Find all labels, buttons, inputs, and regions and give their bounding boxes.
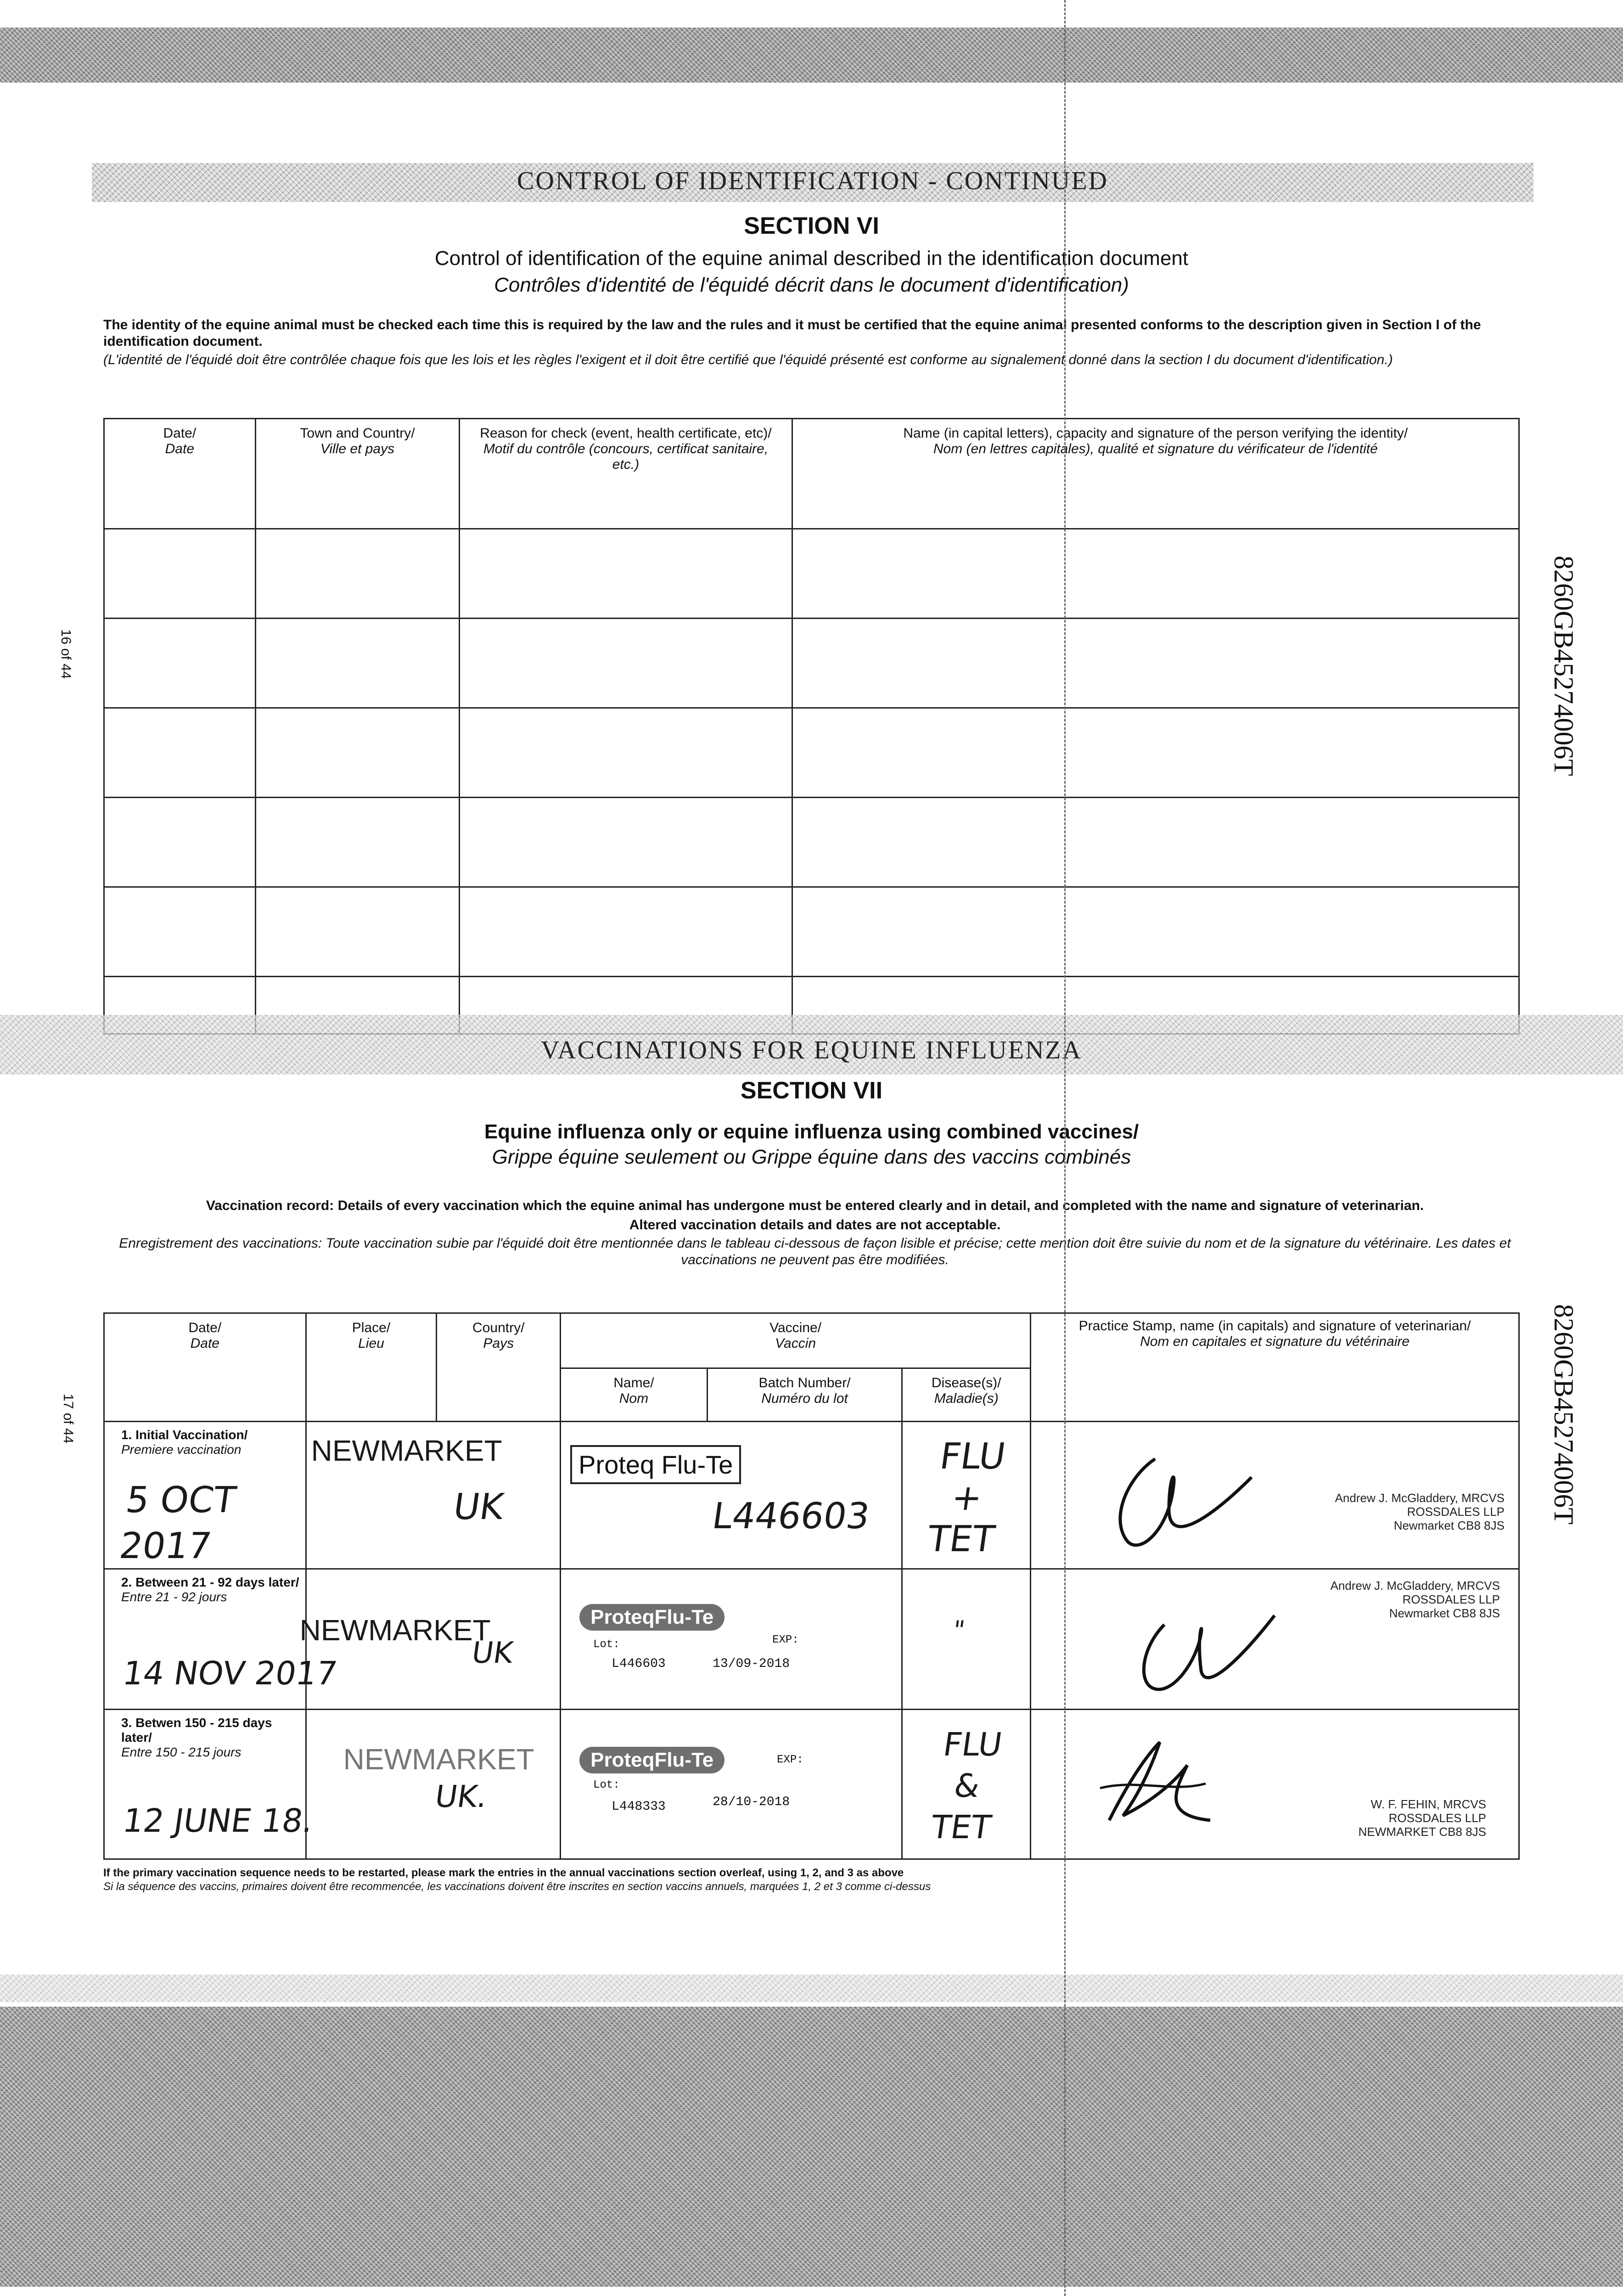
header-verifier: Name (in capital letters), capacity and signature of the person verifying the identity/ Nom (en lettres capitales), qualité et signature du vérificateur de l'identité (792, 419, 1519, 529)
table-row (104, 887, 1519, 977)
side-id-top: 8260GB45274006T (1549, 556, 1579, 776)
row3-disease-cell (902, 1709, 1031, 1859)
row3-place-country-cell (306, 1709, 560, 1859)
vaccination-row-1 (104, 1421, 1519, 1569)
row2-place-country-cell (299, 1569, 560, 1709)
vaccination-row-3 (104, 1709, 1519, 1859)
row3-vaccine-label: ProteqFlu-Te (579, 1747, 724, 1773)
section7-title: SECTION VII (740, 1077, 883, 1104)
row3-country: UK. (432, 1778, 489, 1814)
row1-stamp-cell (1031, 1421, 1519, 1569)
scan-band-top (0, 28, 1623, 83)
row1-country: UK (450, 1486, 506, 1528)
row3-vaccine-cell (561, 1709, 902, 1859)
section7-banner-text: VACCINATIONS FOR EQUINE INFLUENZA (540, 1036, 1083, 1064)
row2-place: NEWMARKET (299, 1613, 491, 1647)
row2-date: 14 NOV 2017 (120, 1654, 340, 1692)
row2-country: UK (469, 1636, 515, 1670)
section6-intro-fr: (L'identité de l'équidé doit être contrôlée chaque fois que les lois et les règles l'exigent et il doit être certifié que l'équidé présenté est conforme au signalement donné dans la section I du document d'identification.) (103, 352, 1393, 367)
row3-exp-label: EXP: (777, 1753, 803, 1766)
row3-place: NEWMARKET (343, 1742, 534, 1776)
footnote-en: If the primary vaccination sequence needs to be restarted, please mark the entries in the annual vaccinations section overleaf, using 1, 2, and 3 as above (103, 1867, 904, 1879)
section6-banner-text: CONTROL OF IDENTIFICATION - CONTINUED (517, 167, 1108, 195)
row3-date-cell: 3. Betwen 150 - 215 days later/ Entre 150 - 215 jours 12 JUNE 18. (104, 1709, 306, 1859)
header-date: Date/ Date (104, 419, 256, 529)
signature-mark (1100, 1450, 1265, 1555)
identity-check-table (103, 418, 1520, 1035)
row2-exp-label: EXP: (772, 1633, 799, 1646)
section7-record-en2: Altered vaccination details and dates are not acceptable. (629, 1217, 1001, 1232)
section6-title-fr: Contrôles d'identité de l'équidé décrit dans le document d'identification) (494, 274, 1129, 296)
row1-batch: L446603 (709, 1495, 872, 1537)
row3-disease: FLU & TET (929, 1725, 1005, 1846)
row2-disease: " (951, 1615, 967, 1644)
vac-header-country: Country/ Pays (437, 1313, 561, 1422)
row2-exp: 13/09-2018 (713, 1656, 790, 1671)
side-id-bottom: 8260GB45274006T (1549, 1304, 1579, 1525)
row3-lot-label: Lot: (593, 1778, 620, 1791)
row2-lot-label: Lot: (593, 1638, 620, 1651)
vaccination-row-2 (104, 1569, 1519, 1709)
row2-vaccine-cell (561, 1569, 902, 1709)
signature-mark (1082, 1728, 1219, 1834)
row1-vaccine-name: Proteq Flu-Te (570, 1445, 741, 1484)
scan-band-bottom (0, 2007, 1623, 2287)
row3-exp: 28/10-2018 (713, 1795, 790, 1809)
vaccination-table (103, 1312, 1520, 1860)
row2-disease-cell (902, 1569, 1031, 1709)
row2-vaccine-label: ProteqFlu-Te (579, 1604, 724, 1631)
row2-date-cell: 2. Between 21 - 92 days later/ Entre 21 - 92 jours 14 NOV 2017 (104, 1569, 306, 1709)
table-row (104, 708, 1519, 798)
row1-disease: FLU + TET (925, 1435, 1009, 1560)
header-reason: Reason for check (event, health certificate, etc)/ Motif du contrôle (concours, certificat sanitaire, etc.) (460, 419, 792, 529)
row1-disease-cell (902, 1421, 1031, 1569)
page-number-17: 17 of 44 (61, 1394, 76, 1444)
row1-place: NEWMARKET (311, 1434, 502, 1467)
row2-lot: L446603 (612, 1656, 666, 1671)
footnote-fr: Si la séquence des vaccins, primaires doivent être recommencée, les vaccinations doivent être inscrites en section vaccins annuels, marquées 1, 2 et 3 comme ci-dessus (103, 1880, 931, 1893)
header-town-country: Town and Country/ Ville et pays (255, 419, 460, 529)
row3-stamp: W. F. FEHIN, MRCVS ROSSDALES LLP NEWMARKET CB8 8JS (1358, 1797, 1486, 1839)
row3-lot: L448333 (612, 1799, 666, 1814)
fold-line (1064, 0, 1066, 2296)
section6-title-en: Control of identification of the equine animal described in the identification document (434, 247, 1189, 270)
table-row (104, 619, 1519, 708)
vac-header-batch: Batch Number/ Numéro du lot (707, 1368, 902, 1421)
vac-header-disease: Disease(s)/ Maladie(s) (902, 1368, 1031, 1421)
vac-header-name: Name/ Nom (561, 1368, 708, 1421)
table-row (104, 798, 1519, 887)
section7-title-fr: Grippe équine seulement ou Grippe équine dans des vaccins combinés (492, 1146, 1131, 1168)
row3-date: 12 JUNE 18. (120, 1801, 316, 1840)
section6-title: SECTION VI (744, 213, 879, 239)
row1-place-country-cell (306, 1421, 560, 1569)
row3-stamp-cell (1031, 1709, 1519, 1859)
row2-stamp-cell (1031, 1569, 1519, 1709)
page-number-16: 16 of 44 (58, 629, 73, 679)
vac-header-date: Date/ Date (104, 1313, 306, 1422)
section7-record-en: Vaccination record: Details of every vaccination which the equine animal has undergone must be entered clearly and in detail, and completed with the name and signature of veterinarian. (206, 1198, 1424, 1213)
table-row (104, 529, 1519, 619)
row1-date: 5 OCT 2017 (117, 1479, 239, 1567)
section7-title-en: Equine influenza only or equine influenza using combined vaccines/ (484, 1120, 1139, 1143)
row1-stamp: Andrew J. McGladdery, MRCVS ROSSDALES LLP Newmarket CB8 8JS (1335, 1491, 1505, 1532)
vac-header-vaccine: Vaccine/ Vaccin (561, 1313, 1031, 1368)
row1-vaccine-cell (561, 1421, 902, 1569)
section6-intro-en: The identity of the equine animal must be checked each time this is required by the law and the rules and it must be certified that the equine animal presented conforms to the description given in Section I of the identification document. (103, 317, 1481, 349)
row2-stamp: Andrew J. McGladdery, MRCVS ROSSDALES LLP Newmarket CB8 8JS (1330, 1578, 1500, 1620)
section7-record-fr: Enregistrement des vaccinations: Toute vaccination subie par l'équidé doit être mentionnée dans le tableau ci-dessous de façon lisible et précise; cette mention doit être suivie du nom et de la signature du vétérinaire. Les dates et vaccinations ne peuvent pas être modifiées. (119, 1236, 1511, 1267)
scan-band-bottom-light (0, 1975, 1623, 2002)
vac-header-stamp: Practice Stamp, name (in capitals) and signature of veterinarian/ Nom en capitales et signature du vétérinaire (1031, 1313, 1519, 1422)
row1-date-cell: 1. Initial Vaccination/ Premiere vaccination 5 OCT 2017 (104, 1421, 306, 1569)
signature-mark (1123, 1606, 1288, 1698)
vac-header-place: Place/ Lieu (306, 1313, 437, 1422)
